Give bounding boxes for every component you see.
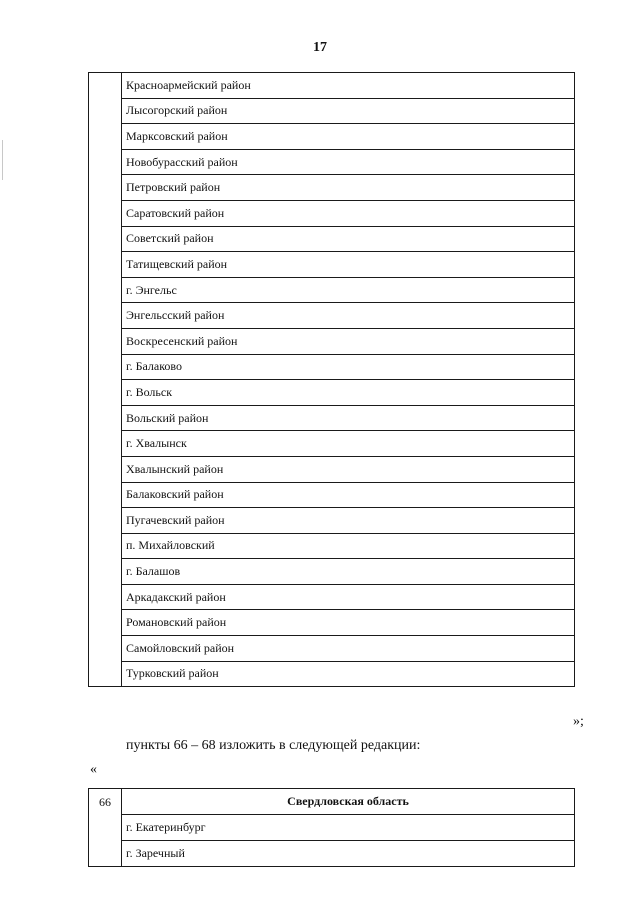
district-name: Советский район <box>122 226 575 252</box>
table-row <box>89 277 575 303</box>
district-name: Марксовский район <box>122 124 575 150</box>
page-number: 17 <box>313 40 327 55</box>
district-name: п. Михайловский <box>122 533 575 559</box>
district-name: Романовский район <box>122 610 575 636</box>
district-name: Пугачевский район <box>122 508 575 534</box>
table-row <box>89 405 575 431</box>
district-name: Татищевский район <box>122 252 575 278</box>
table-row <box>89 354 575 380</box>
district-name: Саратовский район <box>122 200 575 226</box>
opening-quote-mark: « <box>90 762 97 777</box>
district-name: Хвалынский район <box>122 456 575 482</box>
table-row <box>89 175 575 201</box>
district-name: Балаковский район <box>122 482 575 508</box>
district-name: Лысогорский район <box>122 98 575 124</box>
table-row-header <box>89 789 575 815</box>
table-row <box>89 73 575 99</box>
district-name: Энгельсский район <box>122 303 575 329</box>
district-name: г. Балашов <box>122 559 575 585</box>
district-name: Новобурасский район <box>122 149 575 175</box>
table-row <box>89 200 575 226</box>
table-row <box>89 508 575 534</box>
table-row <box>89 380 575 406</box>
district-name: г. Энгельс <box>122 277 575 303</box>
regions-table-continued <box>88 72 575 687</box>
table-row <box>89 815 575 841</box>
region-header: Свердловская область <box>122 789 575 815</box>
district-name: Турковский район <box>122 661 575 687</box>
table-row <box>89 328 575 354</box>
municipality-name: г. Екатеринбург <box>122 815 575 841</box>
municipality-name: г. Заречный <box>122 841 575 867</box>
table-row <box>89 841 575 867</box>
table-row <box>89 252 575 278</box>
table-row <box>89 533 575 559</box>
closing-quote-mark: »; <box>573 714 584 729</box>
table-row <box>89 149 575 175</box>
district-name: Самойловский район <box>122 636 575 662</box>
district-name: г. Балаково <box>122 354 575 380</box>
district-name: Воскресенский район <box>122 328 575 354</box>
sverdlovsk-region-table <box>88 788 575 867</box>
district-name: г. Вольск <box>122 380 575 406</box>
scan-edge-mark <box>2 140 3 180</box>
item-number: 66 <box>89 789 122 867</box>
district-name: Красноармейский район <box>122 73 575 99</box>
amendment-instruction: пункты 66 – 68 изложить в следующей редакции: <box>126 738 421 753</box>
table-row <box>89 226 575 252</box>
table-row <box>89 431 575 457</box>
table-row <box>89 456 575 482</box>
table-row <box>89 303 575 329</box>
table-row <box>89 559 575 585</box>
district-name: Петровский район <box>122 175 575 201</box>
table-row <box>89 610 575 636</box>
district-name: Вольский район <box>122 405 575 431</box>
table-row <box>89 98 575 124</box>
district-name: Аркадакский район <box>122 584 575 610</box>
table-row <box>89 124 575 150</box>
table-row <box>89 636 575 662</box>
table-row <box>89 482 575 508</box>
item-number-cell <box>89 73 122 687</box>
district-name: г. Хвалынск <box>122 431 575 457</box>
table-row <box>89 584 575 610</box>
table-row <box>89 661 575 687</box>
